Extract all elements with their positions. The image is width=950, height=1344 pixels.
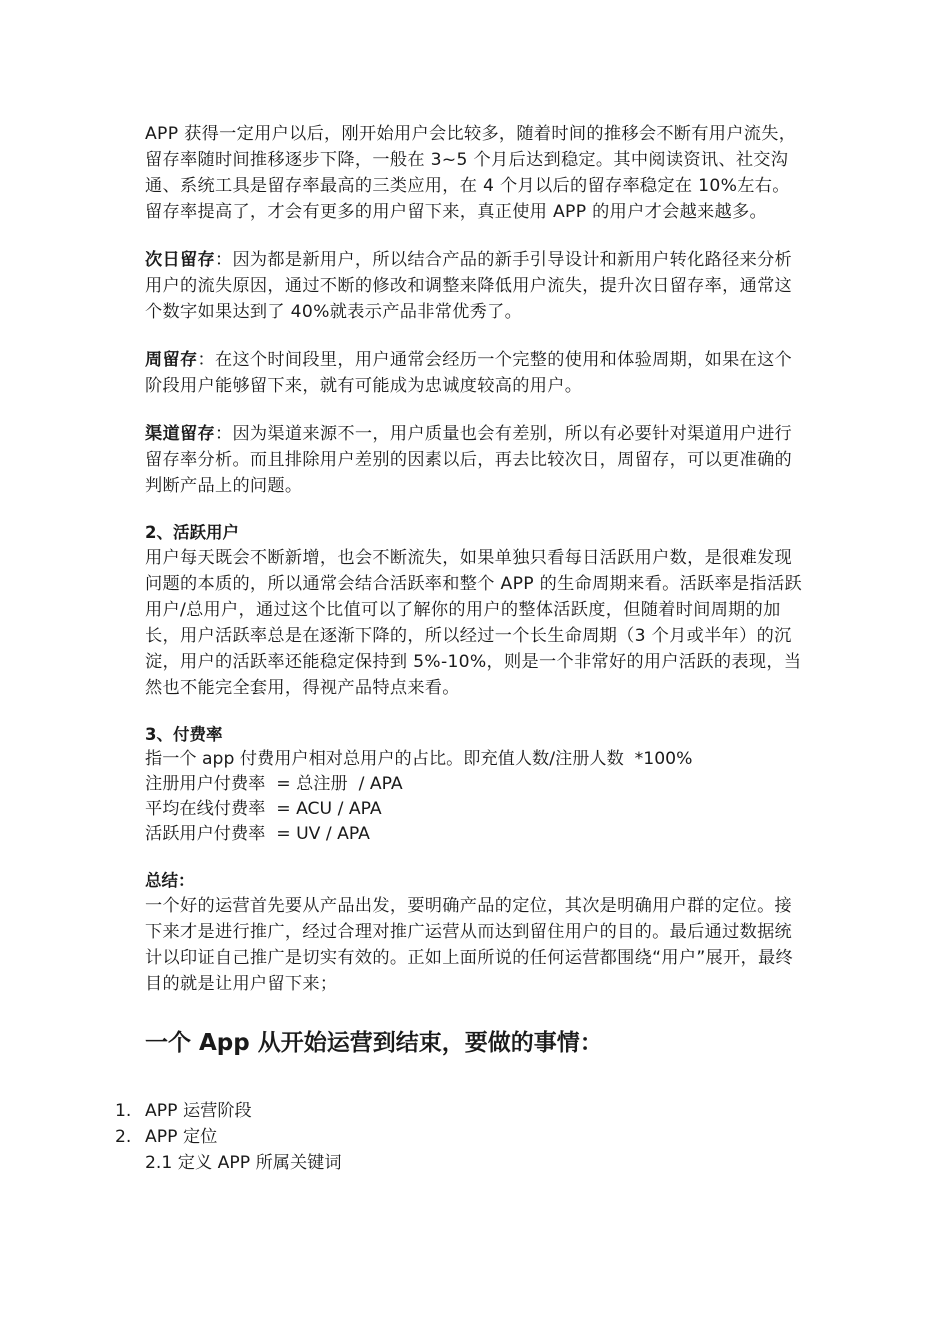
intro-paragraph: APP 获得一定用户以后，刚开始用户会比较多，随着时间的推移会不断有用户流失，留存率随时间推移逐步下降，一般在 3~5 个月后达到稳定。其中阅读资讯、社交沟通、系统工具是留存率最高的三类应用，在 4 个月以后的留存率稳定在 10%左右。 留存率提高了，才会有更多的用户留下来，真正使用 APP 的用户才会越来越多。 — [145, 124, 797, 222]
list-item-label: APP 运营阶段 — [145, 1101, 252, 1121]
channel-retention-paragraph — [145, 421, 805, 499]
summary-text: 一个好的运营首先要从产品出发，要明确产品的定位，其次是明确用户群的定位。接下来才是进行推广，经过合理对推广运营从而达到留住用户的目的。最后通过数据统计以印证自己推广是切实有效的。正如上面所说的任何运营都围绕“用户”展开，最终目的就是让用户留下来； — [145, 896, 793, 994]
operations-list — [115, 1098, 815, 1176]
pay-rate-line: 指一个 app 付费用户相对总用户的占比。即充值人数/注册人数 *100% — [145, 749, 693, 769]
weekly-retention-label: 周留存 — [145, 350, 198, 370]
summary-section — [145, 869, 805, 997]
list-item-number: 1. — [115, 1101, 132, 1121]
weekly-retention-paragraph — [145, 347, 805, 399]
pay-rate-line: 活跃用户付费率 = UV / APA — [145, 824, 370, 844]
pay-rate-line: 注册用户付费率 = 总注册 / APA — [145, 774, 403, 794]
channel-retention-text: ：因为渠道来源不一，用户质量也会有差别，所以有必要针对渠道用户进行留存率分析。而且排除用户差别的因素以后，再去比较次日，周留存，可以更准确的判断产品上的问题。 — [145, 424, 793, 496]
active-users-section — [145, 521, 805, 701]
sub-list-item: 2.1 定义 APP 所属关键词 — [145, 1153, 342, 1173]
list-item-number: 2. — [115, 1127, 132, 1147]
list-item-label: APP 定位 — [145, 1127, 218, 1147]
pay-rate-line: 平均在线付费率 = ACU / APA — [145, 799, 382, 819]
list-item — [115, 1124, 815, 1150]
operations-heading: 一个 App 从开始运营到结束，要做的事情： — [145, 1030, 603, 1056]
active-users-heading: 2、活跃用户 — [145, 523, 239, 542]
active-users-text: 用户每天既会不断新增，也会不断流失，如果单独只看每日活跃用户数，是很难发现问题的本质的，所以通常会结合活跃率和整个 APP 的生命周期来看。活跃率是指活跃用户/总用户，通过这个比值可以了解你的用户的整体活跃度，但随着时间周期的加长，用户活跃率总是在逐渐下降的，所以经过一个长生命周期（3 个月或半年）的沉淀，用户的活跃率还能稳定保持到 5%-10%，则是一个非常好的用户活跃的表现，当然也不能完全套用，得视产品特点来看。 — [145, 548, 802, 698]
document-body — [145, 121, 805, 1095]
list-item — [115, 1098, 815, 1124]
pay-rate-heading: 3、付费率 — [145, 725, 223, 744]
channel-retention-label: 渠道留存 — [145, 424, 215, 444]
weekly-retention-text: ：在这个时间段里，用户通常会经历一个完整的使用和体验周期，如果在这个阶段用户能够留下来，就有可能成为忠诚度较高的用户。 — [145, 350, 793, 396]
summary-heading: 总结： — [145, 871, 195, 890]
pay-rate-section — [145, 723, 805, 847]
next-day-retention-label: 次日留存 — [145, 250, 215, 270]
next-day-retention-paragraph — [145, 247, 805, 325]
next-day-retention-text: ：因为都是新用户，所以结合产品的新手引导设计和新用户转化路径来分析用户的流失原因，通过不断的修改和调整来降低用户流失，提升次日留存率，通常这个数字如果达到了 40%就表示产品非常优秀了。 — [145, 250, 793, 322]
